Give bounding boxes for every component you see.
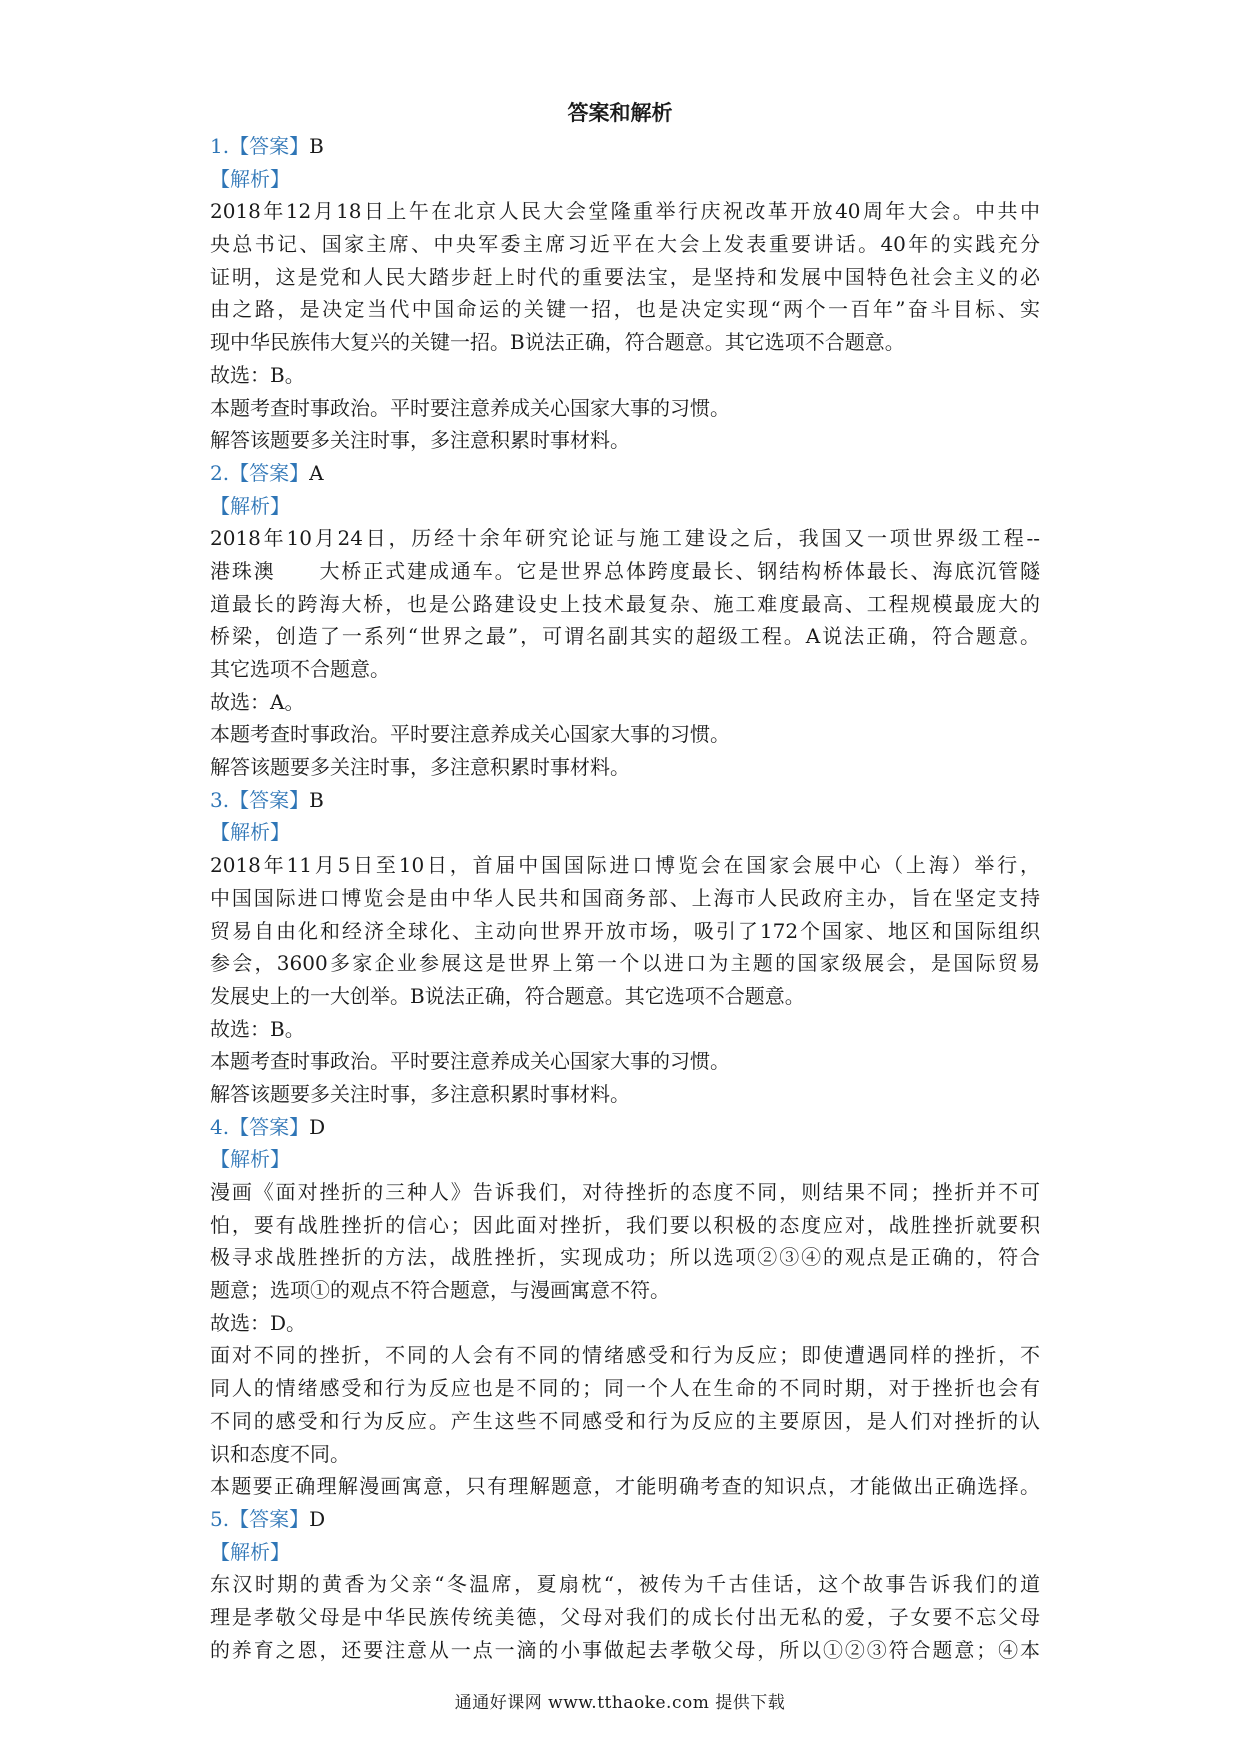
- note-line: 解答该题要多关注时事，多注意积累时事材料。: [210, 1081, 630, 1106]
- analysis-text-line: 题意；选项①的观点不符合题意，与漫画寓意不符。: [210, 1278, 670, 1303]
- analysis-text-line: 证明，这是党和人民大踏步赶上时代的重要法宝，是坚持和发展中国特色社会主义的必: [210, 264, 1040, 289]
- note-line: 本题要正确理解漫画寓意，只有理解题意，才能明确考查的知识点，才能做出正确选择。: [210, 1474, 1040, 1499]
- note-line: 本题考查时事政治。平时要注意养成关心国家大事的习惯。: [210, 395, 730, 420]
- analysis-label: 【解析】: [210, 166, 290, 191]
- choice-line: 故选：D。: [210, 1310, 307, 1335]
- choice-line: 故选：B。: [210, 362, 305, 387]
- analysis-text-line: 2018年12月18日上午在北京人民大会堂隆重举行庆祝改革开放40周年大会。中共中: [210, 199, 1040, 224]
- answer-value: B: [309, 134, 324, 158]
- answer-label: 【答案】: [229, 460, 310, 485]
- analysis-label-line: [210, 1536, 1040, 1569]
- note-line: 不同的感受和行为反应。产生这些不同感受和行为反应的主要原因，是人们对挫折的认: [210, 1408, 1040, 1433]
- analysis-label: 【解析】: [210, 1147, 290, 1172]
- page-title: 答案和解析: [567, 101, 673, 125]
- answer-list: [210, 130, 1040, 1666]
- question-block: [210, 1503, 1040, 1666]
- analysis-label-line: [210, 1143, 1040, 1176]
- answer-value: D: [309, 1506, 326, 1531]
- choice-line: 故选：A。: [210, 689, 305, 714]
- analysis-text-line: 由之路，是决定当代中国命运的关键一招，也是决定实现“两个一百年”奋斗目标、实: [210, 297, 1040, 322]
- answer-line: [210, 1503, 1040, 1536]
- analysis-text-line: 理是孝敬父母是中华民族传统美德，父母对我们的成长付出无私的爱，子女要不忘父母: [210, 1604, 1040, 1629]
- analysis-text-line: 中国国际进口博览会是由中华人民共和国商务部、上海市人民政府主办，旨在坚定支持: [210, 885, 1040, 910]
- answer-label: 【答案】: [229, 1506, 310, 1531]
- analysis-text-line: 2018年11月5日至10日，首届中国国际进口博览会在国家会展中心（上海）举行，: [210, 853, 1040, 878]
- answer-label: 【答案】: [229, 134, 310, 158]
- question-block: [210, 1111, 1040, 1503]
- note-line: 同人的情绪感受和行为反应也是不同的；同一个人在生命的不同时期，对于挫折也会有: [210, 1376, 1040, 1401]
- analysis-label: 【解析】: [210, 820, 290, 845]
- analysis-text-line: 桥梁，创造了一系列“世界之最”，可谓名副其实的超级工程。A说法正确，符合题意。: [210, 624, 1040, 649]
- answer-value: B: [309, 787, 324, 812]
- page-footer: 通通好课网 www.tthaoke.com 提供下载: [454, 1693, 786, 1713]
- answer-line: [210, 457, 1040, 490]
- analysis-text-line: 极寻求战胜挫折的方法，战胜挫折，实现成功；所以选项②③④的观点是正确的，符合: [210, 1245, 1040, 1270]
- analysis-text-line: 参会，3600多家企业参展这是世界上第一个以进口为主题的国家级展会，是国际贸易: [210, 951, 1040, 976]
- analysis-text-line: 怕，要有战胜挫折的信心；因此面对挫折，我们要以积极的态度应对，战胜挫折就要积: [210, 1212, 1040, 1237]
- analysis-text-line: 漫画《面对挫折的三种人》告诉我们，对待挫折的态度不同，则结果不同；挫折并不可: [210, 1180, 1040, 1204]
- analysis-label-line: [210, 490, 1040, 523]
- analysis-text-line: 2018年10月24日，历经十余年研究论证与施工建设之后，我国又一项世界级工程--: [210, 526, 1040, 551]
- choice-line: 故选：B。: [210, 1016, 305, 1041]
- analysis-text-line: 贸易自由化和经济全球化、主动向世界开放市场，吸引了172个国家、地区和国际组织: [210, 918, 1040, 943]
- question-block: [210, 784, 1040, 1111]
- question-number: 2.: [210, 460, 230, 485]
- analysis-label-line: [210, 163, 1040, 196]
- analysis-text-line: 现中华民族伟大复兴的关键一招。B说法正确，符合题意。其它选项不合题意。: [210, 330, 905, 355]
- analysis-text-line: 的养育之恩，还要注意从一点一滴的小事做起去孝敬父母，所以①②③符合题意；④本: [210, 1637, 1040, 1662]
- analysis-text-line: 发展史上的一大创举。B说法正确，符合题意。其它选项不合题意。: [210, 983, 805, 1008]
- answer-label: 【答案】: [229, 787, 310, 812]
- analysis-label-line: [210, 816, 1040, 849]
- analysis-label: 【解析】: [210, 1539, 290, 1564]
- question-block: [210, 130, 1040, 457]
- answer-line: [210, 130, 1040, 163]
- question-number: 4.: [210, 1114, 230, 1139]
- analysis-text-line: 东汉时期的黄香为父亲“冬温席，夏扇枕“，被传为千古佳话，这个故事告诉我们的道: [210, 1572, 1040, 1597]
- question-number: 3.: [210, 787, 230, 812]
- analysis-text-line: 其它选项不合题意。: [210, 657, 390, 681]
- note-line: 本题考查时事政治。平时要注意养成关心国家大事的习惯。: [210, 1049, 730, 1074]
- analysis-text-line: 道最长的跨海大桥，也是公路建设史上技术最复杂、施工难度最高、工程规模最庞大的: [210, 591, 1040, 616]
- question-block: [210, 457, 1040, 784]
- note-line: 面对不同的挫折，不同的人会有不同的情绪感受和行为反应；即使遭遇同样的挫折，不: [210, 1343, 1040, 1368]
- answer-line: [210, 784, 1040, 817]
- note-line: 本题考查时事政治。平时要注意养成关心国家大事的习惯。: [210, 722, 730, 747]
- note-line: 解答该题要多关注时事，多注意积累时事材料。: [210, 428, 630, 453]
- analysis-label: 【解析】: [210, 493, 290, 518]
- question-number: 5.: [210, 1506, 230, 1531]
- answer-value: D: [309, 1114, 326, 1139]
- answer-value: A: [309, 460, 324, 485]
- answer-line: [210, 1111, 1040, 1144]
- analysis-text-line: 港珠澳 大桥正式建成通车。它是世界总体跨度最长、钢结构桥体最长、海底沉管隧: [210, 558, 1040, 583]
- note-line: 识和态度不同。: [210, 1441, 350, 1466]
- answer-label: 【答案】: [229, 1114, 310, 1139]
- analysis-text-line: 央总书记、国家主席、中央军委主席习近平在大会上发表重要讲话。40年的实践充分: [210, 232, 1040, 257]
- question-number: 1.: [210, 134, 230, 158]
- note-line: 解答该题要多关注时事，多注意积累时事材料。: [210, 755, 630, 780]
